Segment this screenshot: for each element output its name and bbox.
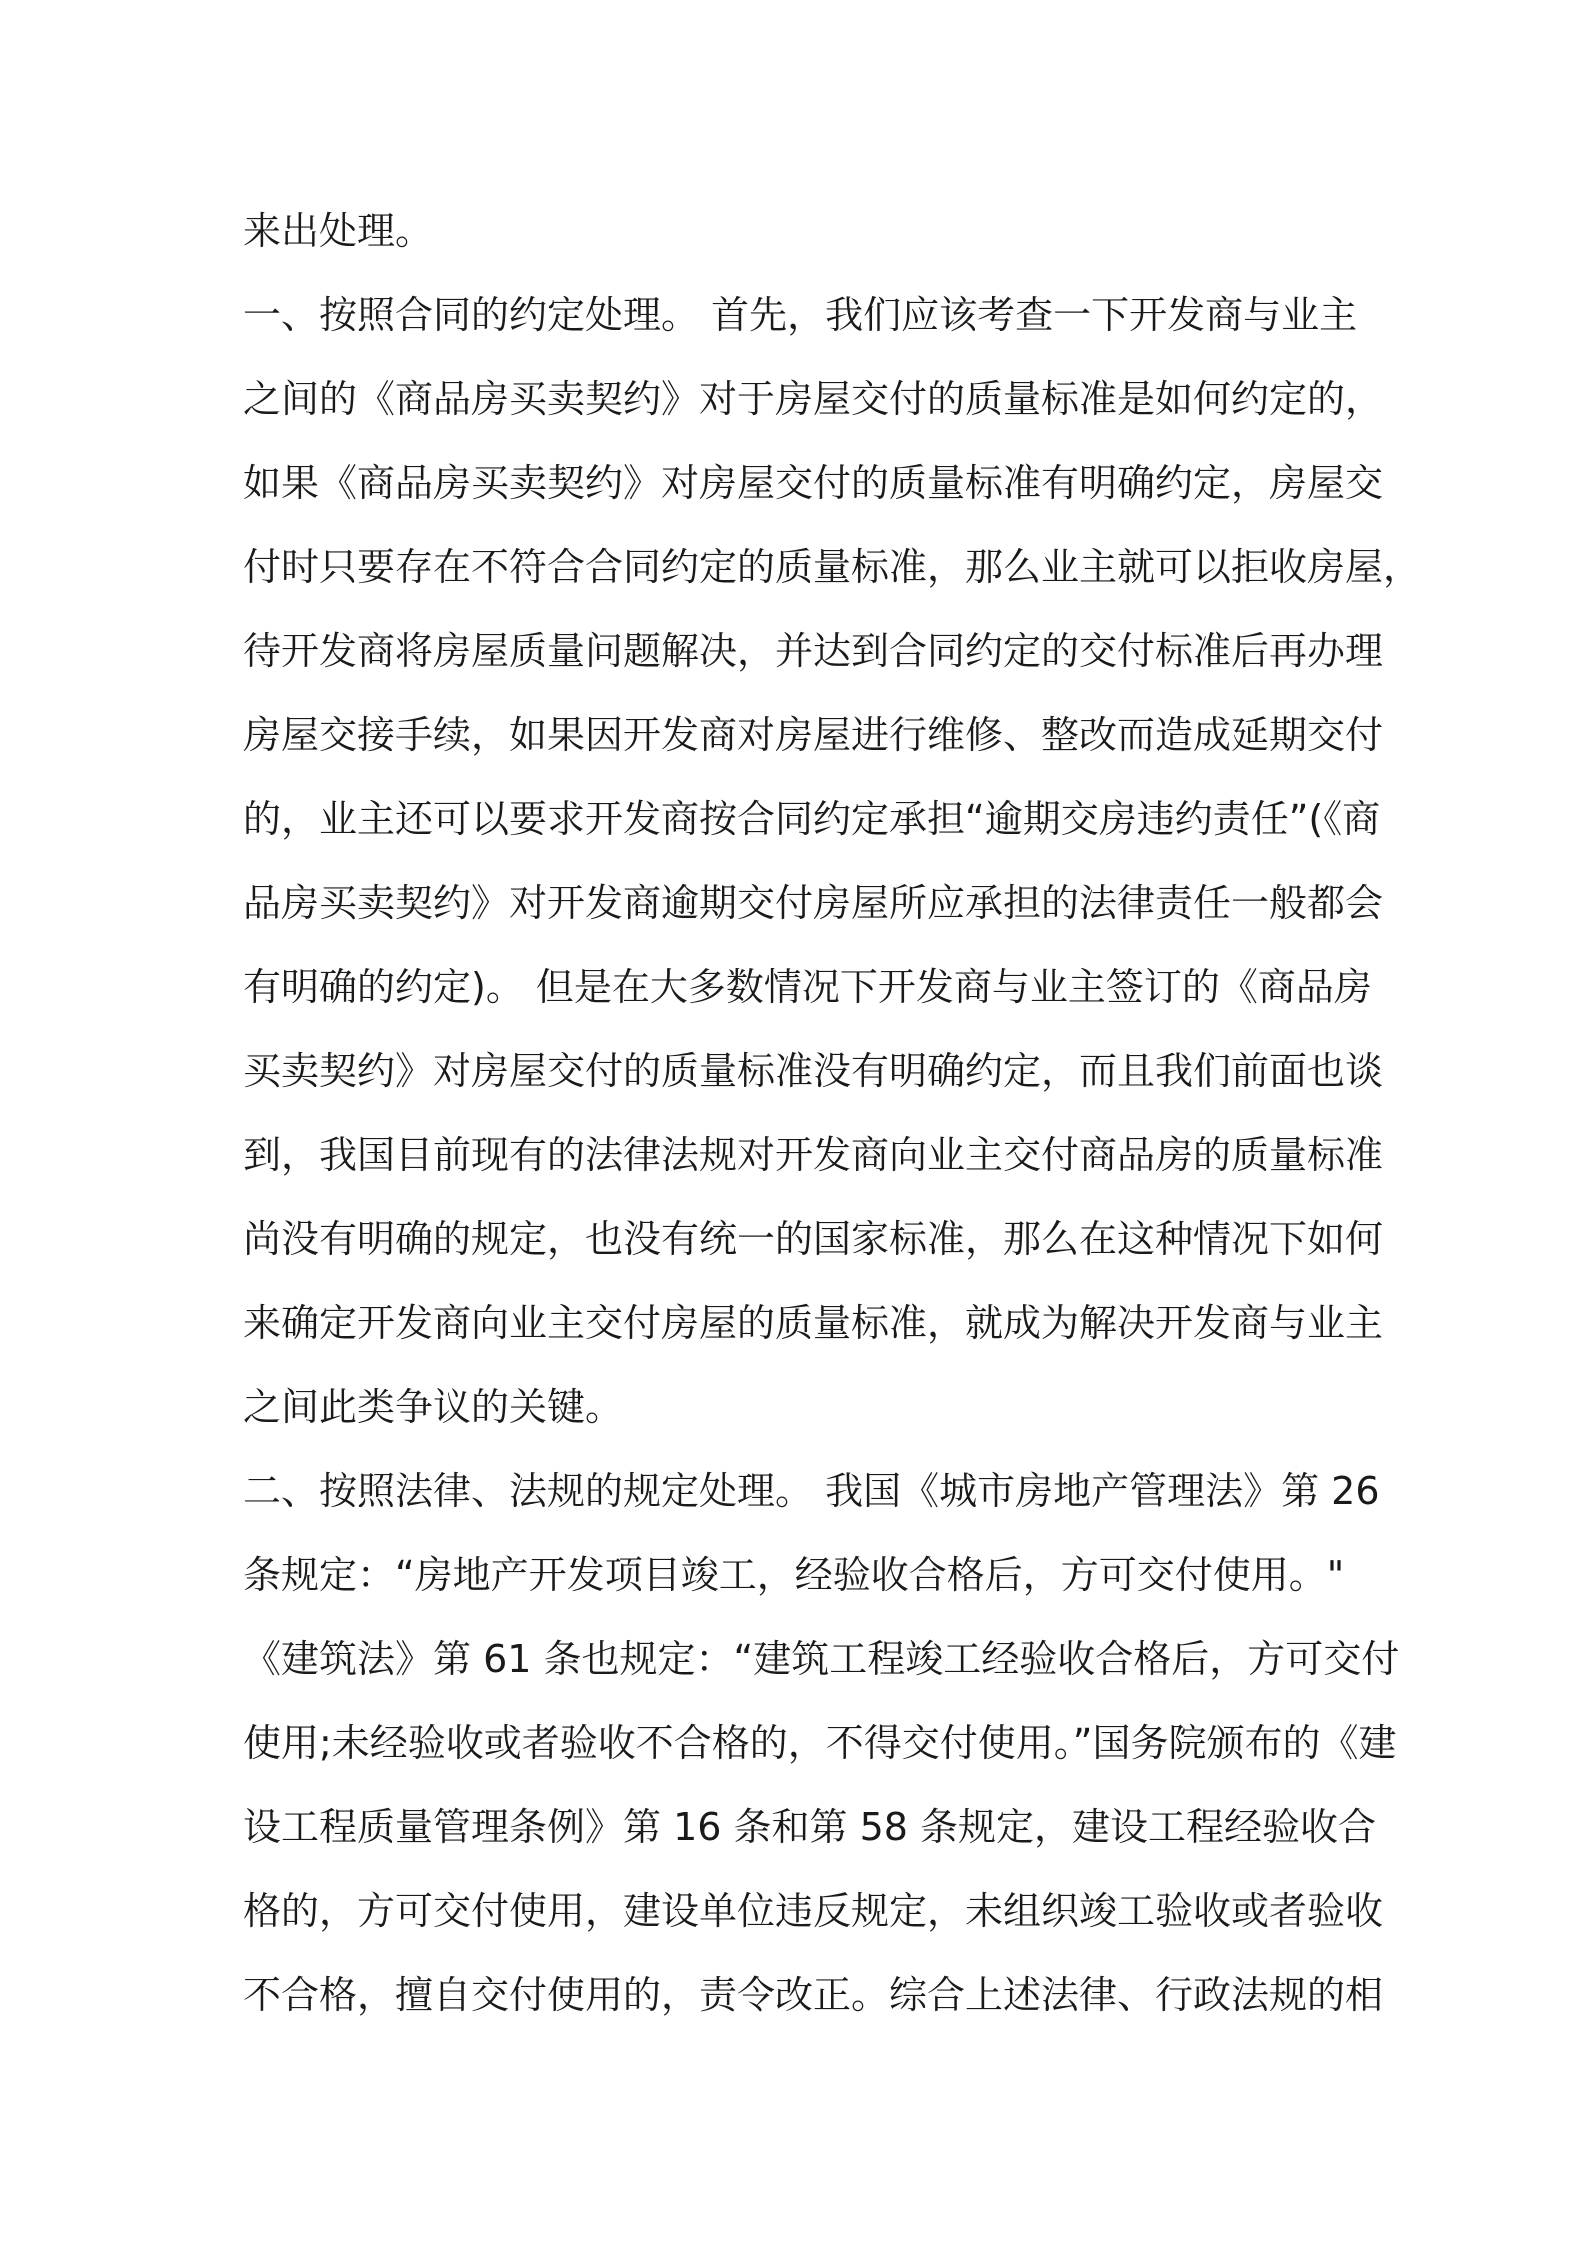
text-line: 付时只要存在不符合合同约定的质量标准，那么业主就可以拒收房屋， xyxy=(243,545,1422,589)
text-line: 条规定：“房地产开发项目竣工，经验收合格后，方可交付使用。" xyxy=(243,1553,1345,1597)
text-line: 如果《商品房买卖契约》对房屋交付的质量标准有明确约定，房屋交 xyxy=(243,461,1384,505)
text-line: 一、按照合同的约定处理。 首先，我们应该考查一下开发商与业主 xyxy=(243,293,1358,337)
text-line: 到，我国目前现有的法律法规对开发商向业主交付商品房的质量标准 xyxy=(243,1133,1384,1177)
text-line: 不合格，擅自交付使用的，责令改正。综合上述法律、行政法规的相 xyxy=(243,1973,1384,2017)
text-line: 二、按照法律、法规的规定处理。 我国《城市房地产管理法》第 26 xyxy=(243,1469,1380,1513)
text-line: 设工程质量管理条例》第 16 条和第 58 条规定，建设工程经验收合 xyxy=(243,1805,1377,1849)
text-line: 待开发商将房屋质量问题解决，并达到合同约定的交付标准后再办理 xyxy=(243,629,1384,673)
text-line: 尚没有明确的规定，也没有统一的国家标准，那么在这种情况下如何 xyxy=(243,1217,1384,1261)
text-line: 格的，方可交付使用，建设单位违反规定，未组织竣工验收或者验收 xyxy=(243,1889,1384,1933)
text-line: 使用;未经验收或者验收不合格的，不得交付使用。”国务院颁布的《建 xyxy=(243,1721,1397,1765)
text-line: 房屋交接手续，如果因开发商对房屋进行维修、整改而造成延期交付 xyxy=(243,713,1384,757)
text-line: 的，业主还可以要求开发商按合同约定承担“逾期交房违约责任”(《商 xyxy=(243,797,1381,841)
text-line: 来确定开发商向业主交付房屋的质量标准，就成为解决开发商与业主 xyxy=(243,1301,1384,1345)
text-line: 《建筑法》第 61 条也规定：“建筑工程竣工经验收合格后，方可交付 xyxy=(243,1637,1400,1681)
text-line: 之间此类争议的关键。 xyxy=(243,1385,624,1429)
text-line: 品房买卖契约》对开发商逾期交付房屋所应承担的法律责任一般都会 xyxy=(243,881,1384,925)
text-line: 之间的《商品房买卖契约》对于房屋交付的质量标准是如何约定的， xyxy=(243,377,1384,421)
text-line: 有明确的约定)。 但是在大多数情况下开发商与业主签订的《商品房 xyxy=(243,965,1372,1009)
text-line: 买卖契约》对房屋交付的质量标准没有明确约定，而且我们前面也谈 xyxy=(243,1049,1384,1093)
text-line: 来出处理。 xyxy=(243,209,434,253)
